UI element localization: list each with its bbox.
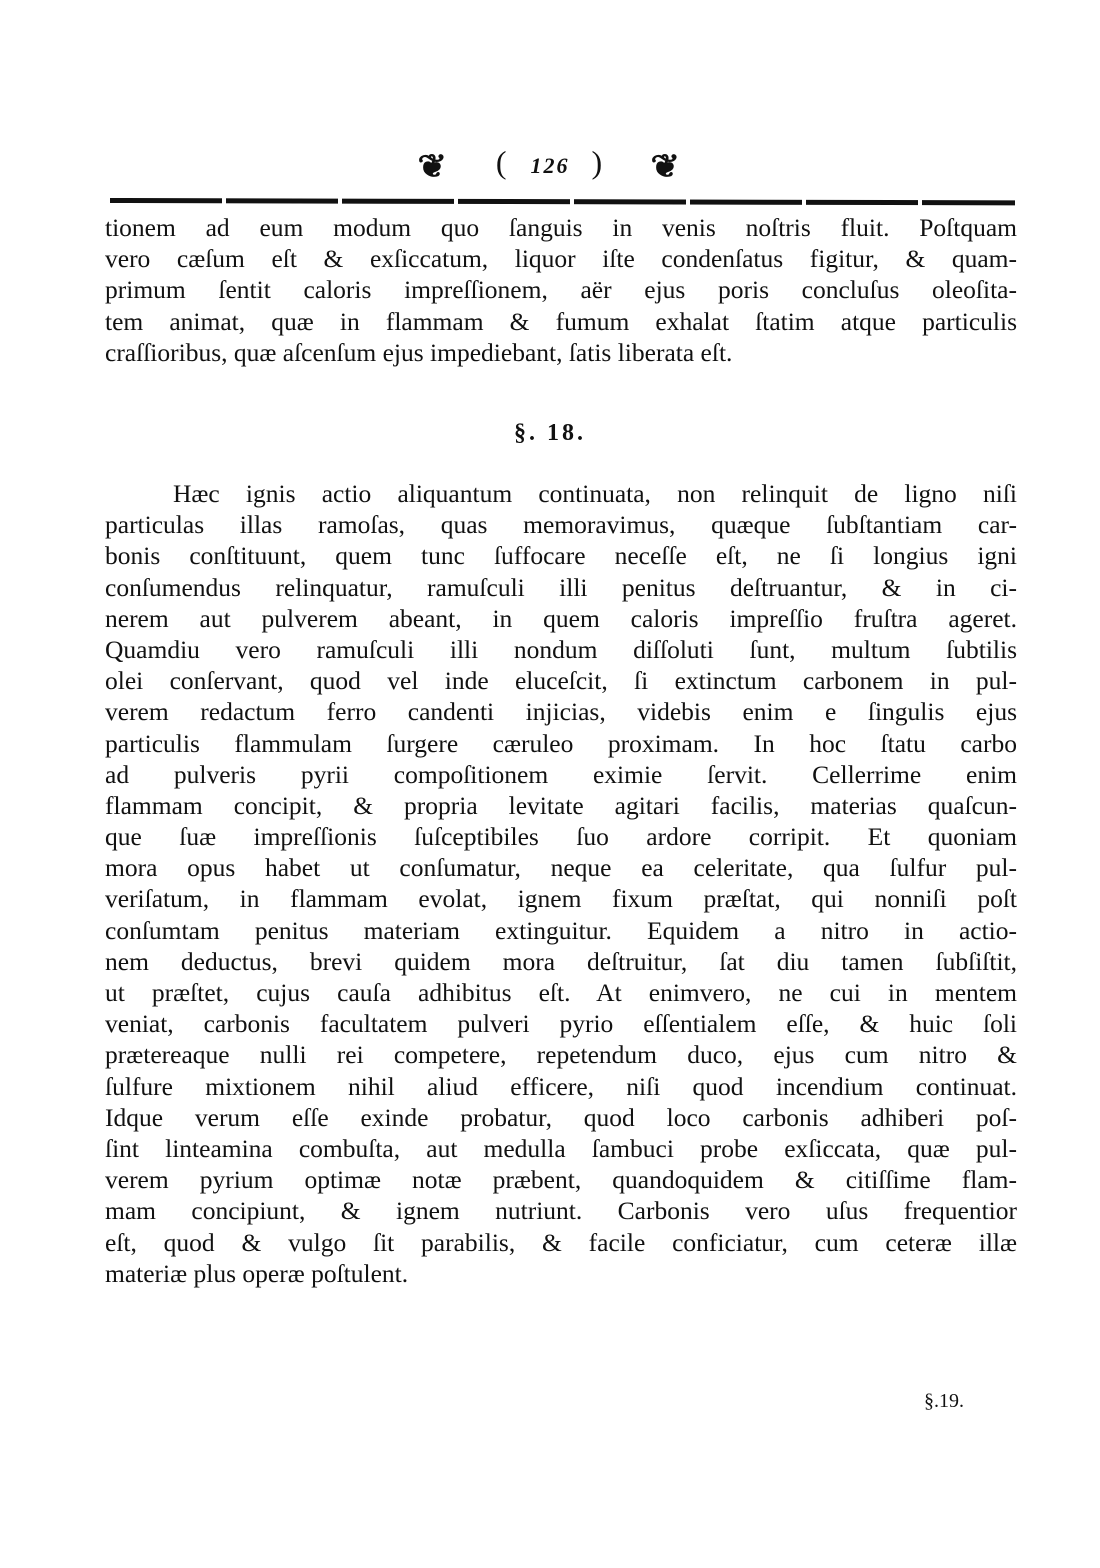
page-number: 126 [530, 153, 570, 178]
text-line: bonis conſtituunt, quem tunc ſuffocare neceſſe eſt, ne ſi longius igni [105, 541, 1017, 571]
text-line: ad pulveris pyrii compoſitionem eximie ſervit. Cellerrime enim [105, 759, 1017, 789]
paren-open: ( [495, 144, 509, 180]
text-line: conſumtam penitus materiam extinguitur. Equidem a nitro in actio- [105, 915, 1017, 945]
text-line: Quamdiu vero ramuſculi illi nondum diſſoluti ſunt, multum ſubtilis [105, 634, 1017, 664]
text-line: veriſatum, in flammam evolat, ignem fixum præſtat, qui nonniſi poſt [105, 884, 1017, 914]
text-line: ut præſtet, cujus cauſa adhibitus eſt. At enimvero, ne cui in mentem [105, 978, 1017, 1007]
text-line: eſt, quod & vulgo ſit parabilis, & facile conficiatur, cum ceteræ illæ [105, 1227, 1017, 1257]
text-line: conſumendus relinquatur, ramuſculi illi penitus deſtruantur, & in ci- [105, 572, 1017, 602]
text-line: particulis flammulam ſurgere cæruleo proximam. In hoc ſtatu carbo [105, 728, 1017, 758]
text-line: tem animat, quæ in flammam & fumum exhalat ſtatim atque particulis [105, 306, 1017, 336]
text-line: prætereaque nulli rei competere, repetendum duco, ejus cum nitro & [105, 1040, 1017, 1070]
text-line: particulas illas ramoſas, quas memoravimus, quæque ſubſtantiam car- [105, 510, 1017, 540]
text-line: vero cæſum eſt & exſiccatum, liquor iſte condenſatus figitur, & quam- [105, 244, 1017, 274]
paren-close: ) [591, 144, 605, 180]
fleuron-left-icon: ❦ [417, 148, 450, 185]
running-header [0, 142, 1100, 186]
text-line: nerem aut pulverem abeant, in quem caloris impreſſio fruſtra ageret. [105, 603, 1017, 633]
text-line: nem deductus, brevi quidem mora deſtruitur, ſat diu tamen ſubſiſtit, [105, 946, 1017, 976]
text-line: mam concipiunt, & ignem nutriunt. Carbonis vero uſus frequentior [105, 1196, 1017, 1226]
text-line: verem pyrium optimæ notæ præbent, quandoquidem & citiſſime flam- [105, 1165, 1017, 1195]
header-rule [110, 198, 1015, 205]
text-line: Idque verum eſſe exinde probatur, quod loco carbonis adhiberi poſ- [105, 1102, 1017, 1132]
text-line: verem redactum ferro candenti injicias, videbis enim e ſingulis ejus [105, 697, 1017, 727]
fleuron-right-icon: ❦ [650, 148, 683, 185]
text-line: olei conſervant, quod vel inde eluceſcit, ſi extinctum carbonem in pul- [105, 666, 1017, 696]
text-line: que ſuæ impreſſionis ſuſceptibiles ſuo ardore corripit. Et quoniam [105, 822, 1017, 852]
catchword: §.19. [924, 1390, 964, 1412]
section-paragraph [105, 478, 1017, 1289]
text-line: materiæ plus operæ poſtulent. [105, 1258, 409, 1288]
section-heading: §. 18. [514, 420, 586, 446]
text-line: tionem ad eum modum quo ſanguis in venis noſtris fluit. Poſtquam [105, 213, 1017, 242]
continued-paragraph [105, 212, 1017, 368]
text-line: mora opus habet ut conſumatur, neque ea celeritate, qua ſulfur pul- [105, 853, 1017, 883]
text-line: ſint linteamina combuſta, aut medulla ſambuci probe exſiccata, quæ pul- [105, 1133, 1017, 1163]
text-line: craſſioribus, quæ aſcenſum ejus impediebant, ſatis liberata eſt. [105, 337, 733, 367]
text-line: ſulfure mixtionem nihil aliud efficere, niſi quod incendium continuat. [105, 1071, 1017, 1101]
text-line: primum ſentit caloris impreſſionem, aër ejus poris concluſus oleoſita- [105, 275, 1017, 305]
text-line: flammam concipit, & propria levitate agitari facilis, materias quaſcun- [105, 790, 1017, 820]
text-line: veniat, carbonis facultatem pulveri pyrio eſſentialem eſſe, & huic ſoli [105, 1009, 1017, 1039]
text-line: Hæc ignis actio aliquantum continuata, non relinquit de ligno niſi [173, 479, 1017, 508]
